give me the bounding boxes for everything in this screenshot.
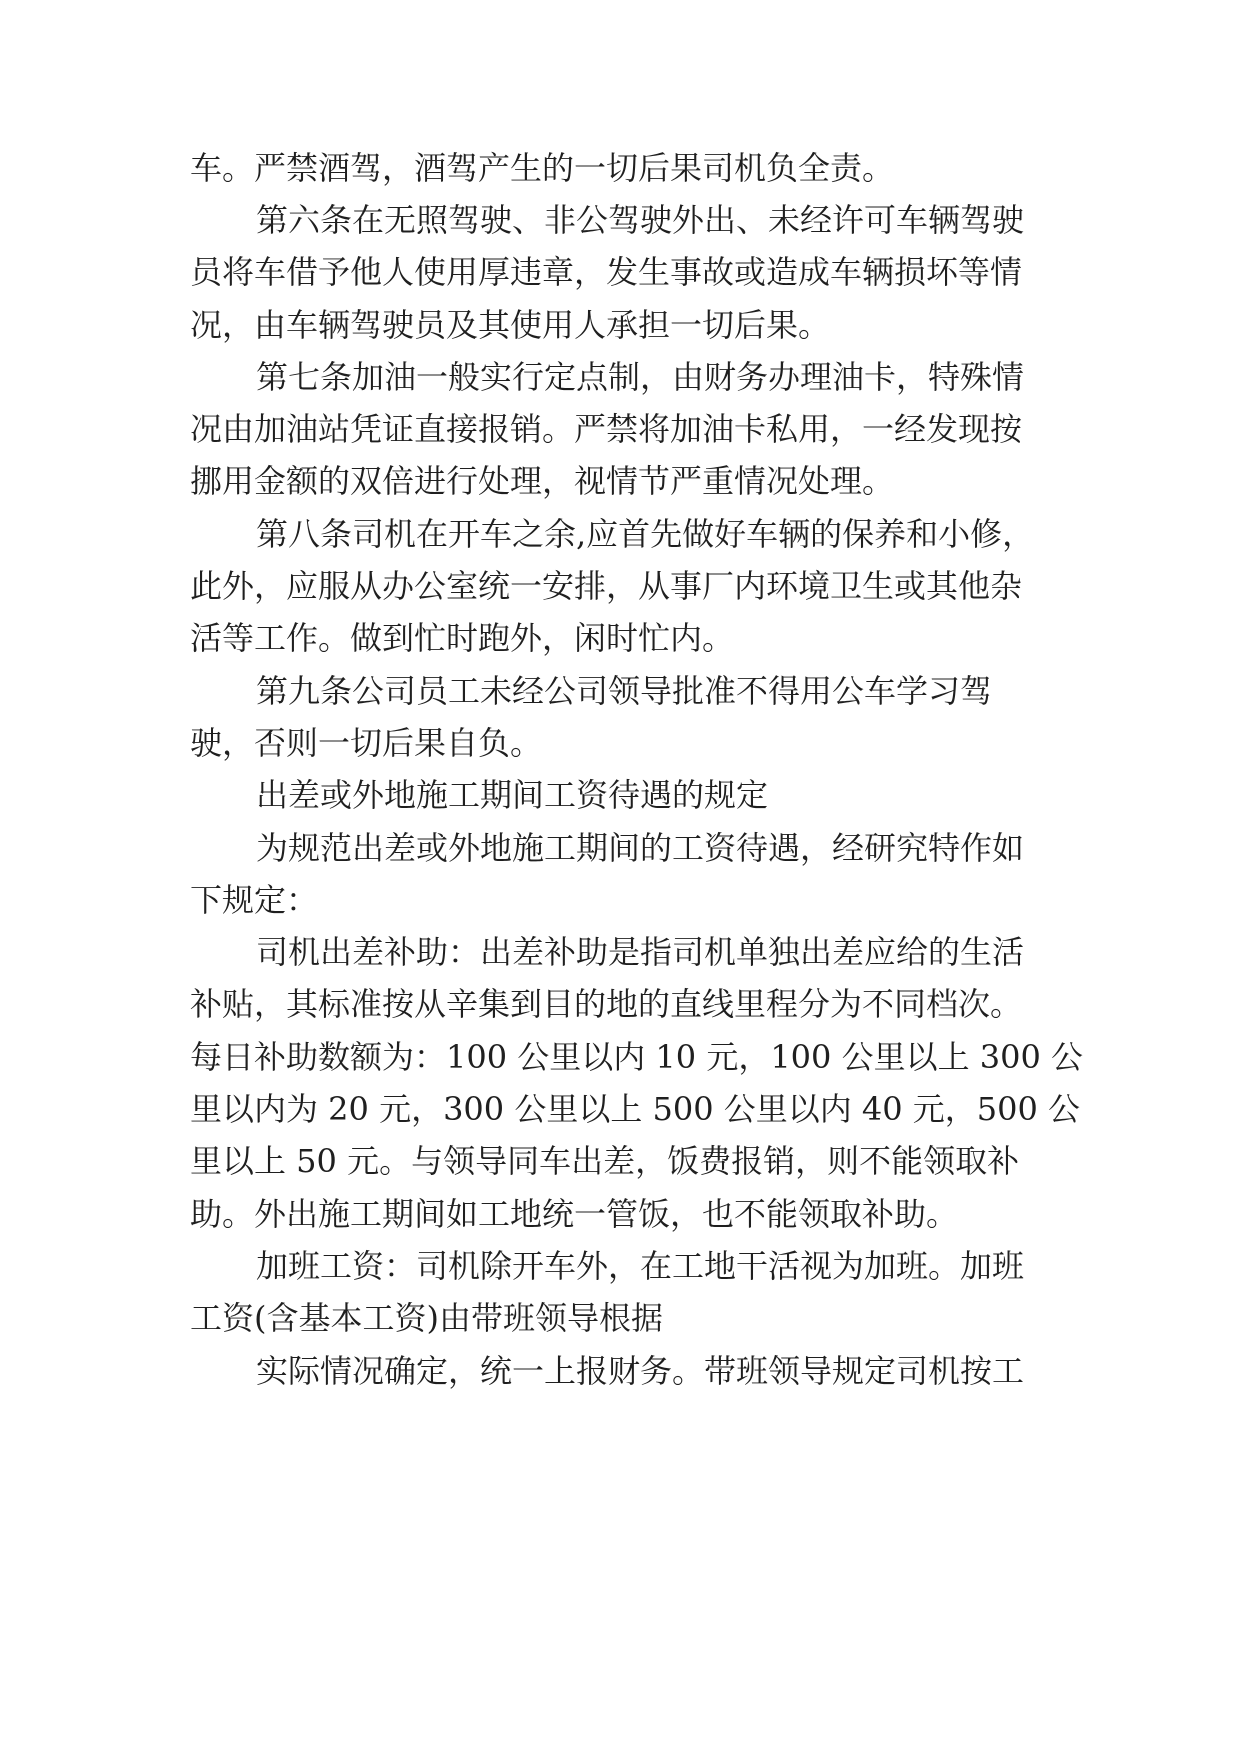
text-line: 实际情况确定，统一上报财务。带班领导规定司机按工	[256, 1352, 1025, 1390]
text-line: 车。严禁酒驾，酒驾产生的一切后果司机负全责。	[190, 149, 895, 187]
text-line: 每日补助数额为：100 公里以内 10 元，100 公里以上 300 公	[190, 1038, 1083, 1076]
text-line: 驶，否则一切后果自负。	[190, 724, 543, 762]
text-line: 第八条司机在开车之余,应首先做好车辆的保养和小修，	[256, 515, 1035, 553]
text-line: 挪用金额的双倍进行处理，视情节严重情况处理。	[190, 462, 895, 500]
text-line: 里以上 50 元。与领导同车出差，饭费报销，则不能领取补	[190, 1142, 1020, 1180]
section-heading: 出差或外地施工期间工资待遇的规定	[256, 776, 769, 814]
text-line: 活等工作。做到忙时跑外，闲时忙内。	[190, 619, 735, 657]
text-line: 况由加油站凭证直接报销。严禁将加油卡私用，一经发现按	[190, 410, 1023, 448]
text-line: 第六条在无照驾驶、非公驾驶外出、未经许可车辆驾驶	[256, 201, 1025, 239]
text-line: 况，由车辆驾驶员及其使用人承担一切后果。	[190, 306, 831, 344]
text-line: 第九条公司员工未经公司领导批准不得用公车学习驾	[256, 672, 993, 710]
text-line: 司机出差补助：出差补助是指司机单独出差应给的生活	[256, 933, 1025, 971]
text-line: 工资(含基本工资)由带班领导根据	[190, 1299, 663, 1337]
text-line: 加班工资：司机除开车外，在工地干活视为加班。加班	[256, 1247, 1025, 1285]
text-line: 里以内为 20 元，300 公里以上 500 公里以内 40 元，500 公	[190, 1090, 1081, 1128]
text-line: 此外，应服从办公室统一安排，从事厂内环境卫生或其他杂	[190, 567, 1023, 605]
text-line: 员将车借予他人使用厚违章，发生事故或造成车辆损坏等情	[190, 253, 1023, 291]
text-line: 为规范出差或外地施工期间的工资待遇，经研究特作如	[256, 829, 1025, 867]
text-line: 助。外出施工期间如工地统一管饭，也不能领取补助。	[190, 1195, 959, 1233]
text-line: 第七条加油一般实行定点制，由财务办理油卡，特殊情	[256, 358, 1025, 396]
text-line: 补贴，其标准按从辛集到目的地的直线里程分为不同档次。	[190, 985, 1023, 1023]
text-line: 下规定：	[190, 881, 319, 919]
